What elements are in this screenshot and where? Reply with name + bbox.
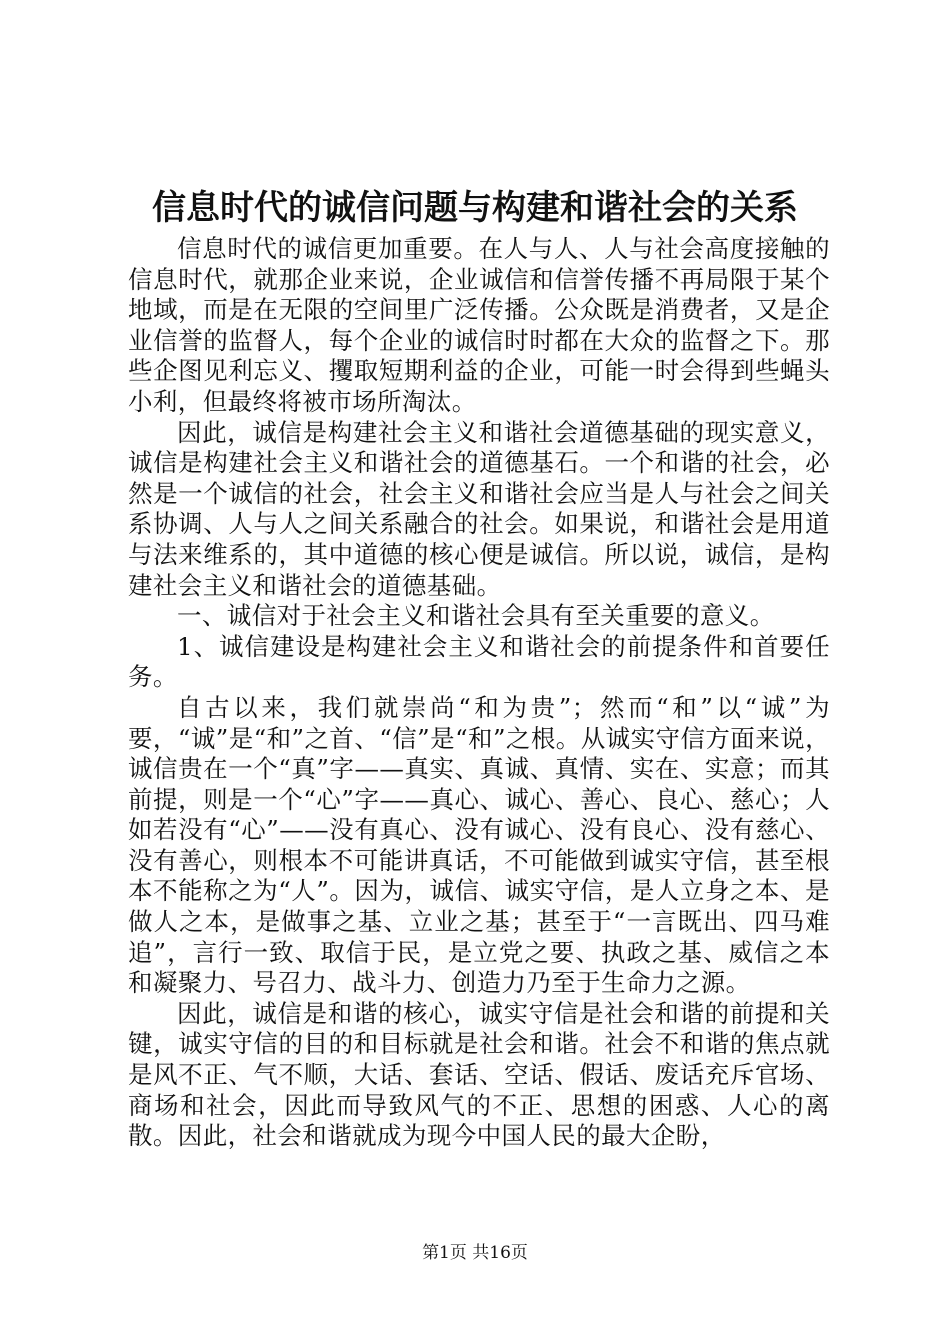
paragraph: 信息时代的诚信更加重要。在人与人、人与社会高度接触的信息时代，就那企业来说，企业诚信和信誉传播不再局限于某个地域，而是在无限的空间里广泛传播。公众既是消费者，又是企业信誉的监督人，每个企业的诚信时时都在大众的监督之下。那些企图见利忘义、攫取短期利益的企业，可能一时会得到些蝇头小利，但最终将被市场所淘汰。: [128, 234, 830, 416]
document-body: [128, 234, 830, 1152]
page-number-footer: 第1页 共16页: [422, 1243, 528, 1263]
paragraph: 自古以来，我们就崇尚“和为贵”；然而“和”以“诚”为要，“诚”是“和”之首、“信”是“和”之根。从诚实守信方面来说，诚信贵在一个“真”字——真实、真诚、真情、实在、实意；而其前提，则是一个“心”字——真心、诚心、善心、良心、慈心；人如若没有“心”——没有真心、没有诚心、没有良心、没有慈心、没有善心，则根本不可能讲真话，不可能做到诚实守信，甚至根本不能称之为“人”。因为，诚信、诚实守信，是人立身之本、是做人之本，是做事之基、立业之基；甚至于“一言既出、四马难追”，言行一致、取信于民，是立党之要、执政之基、威信之本和凝聚力、号召力、战斗力、创造力乃至于生命力之源。: [128, 692, 830, 998]
subsection-heading: 1、诚信建设是构建社会主义和谐社会的前提条件和首要任务。: [128, 631, 830, 692]
paragraph: 因此，诚信是和谐的核心，诚实守信是社会和谐的前提和关键，诚实守信的目的和目标就是社会和谐。社会不和谐的焦点就是风不正、气不顺，大话、套话、空话、假话、废话充斥官场、商场和社会，因此而导致风气的不正、思想的困惑、人心的离散。因此，社会和谐就成为现今中国人民的最大企盼，: [128, 998, 830, 1151]
document-title: 信息时代的诚信问题与构建和谐社会的关系: [152, 188, 798, 228]
paragraph: 因此，诚信是构建社会主义和谐社会道德基础的现实意义，诚信是构建社会主义和谐社会的道德基石。一个和谐的社会，必然是一个诚信的社会，社会主义和谐社会应当是人与社会之间关系协调、人与人之间关系融合的社会。如果说，和谐社会是用道与法来维系的，其中道德的核心便是诚信。所以说，诚信，是构建社会主义和谐社会的道德基础。: [128, 417, 830, 600]
section-heading: 一、诚信对于社会主义和谐社会具有至关重要的意义。: [177, 601, 775, 631]
